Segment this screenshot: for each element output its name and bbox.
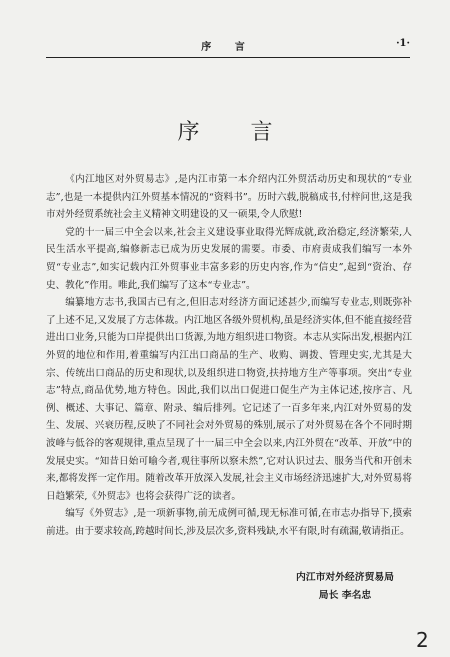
- paragraph: 《内江地区对外贸易志》,是内江市第一本介绍内江外贸活动历史和现状的“专业志”,也是一本提供内江外贸基本情况的“资料书”。历时六载,脱稿成书,付梓问世,这是我市对外经贸系统社会主义精神文明建设的又一硕果,令人欣慰!: [46, 174, 412, 221]
- running-title: 序 言: [201, 42, 255, 53]
- page-number: ·1·: [396, 38, 410, 49]
- body-text: [46, 171, 412, 540]
- signature-person: 局长 李名忠: [318, 590, 372, 601]
- paragraph: 编写《外贸志》,是一项新事物,前无成例可循,现无标准可循,在市志办指导下,摸索前进。由于要求较高,跨越时间长,涉及层次多,资料残缺,水平有限,时有疏漏,敬请指正。: [46, 508, 412, 537]
- corner-mark: 2: [416, 628, 429, 652]
- running-header: [46, 38, 410, 52]
- paragraph: 党的十一届三中全会以来,社会主义建设事业取得光辉成就,政治稳定,经济繁荣,人民生活水平提高,编修新志已成为历史发展的需要。市委、市府责成我们编写一本外贸“专业志”,如实记载内江外贸事业丰富多彩的历史内容,作为“信史”,起到“资治、存史、教化”作用。唯此,我们编写了这本“专业志”。: [46, 226, 412, 291]
- signature-organization: 内江市对外经济贸易局: [296, 572, 394, 583]
- document-title: 序 言: [177, 120, 295, 145]
- paragraph: 编纂地方志书,我国古已有之,但旧志对经济方面记述甚少,而编写专业志,则既弥补了上述不足,又发展了方志体裁。内江地区各级外贸机构,虽是经济实体,但不能直接经营进出口业务,只能为口岸提供出口货源,为地方组织进口物资。本志从实际出发,根据内江外贸的地位和作用,着重编写内江出口商品的生产、收购、调拨、管理史实,尤其是大宗、传统出口商品的历史和现状,以及组织进口物资,扶持地方生产等事项。突出“专业志”特点,商品优势,地方特色。因此,我们以出口促进口促生产为主体记述,按序言、凡例、概述、大事记、篇章、附录、编后排列。它记述了一百多年来,内江对外贸易的发生、发展、兴衰历程,反映了不同社会对外贸易的殊别,展示了对外贸易在各个不同时期波峰与低谷的客观规律,重点呈现了十一届三中全会以来,内江外贸在“改革、开放”中的发展史实。“知昔日始可喻今者,观往事所以察未然”,它对认识过去、服务当代和开创未来,都将发挥一定作用。随着改革开放深入发展,社会主义市场经济迅速扩大,对外贸易将日趋繁荣,《外贸志》也将会获得广泛的读者。: [46, 297, 412, 502]
- header-rule: [46, 57, 410, 58]
